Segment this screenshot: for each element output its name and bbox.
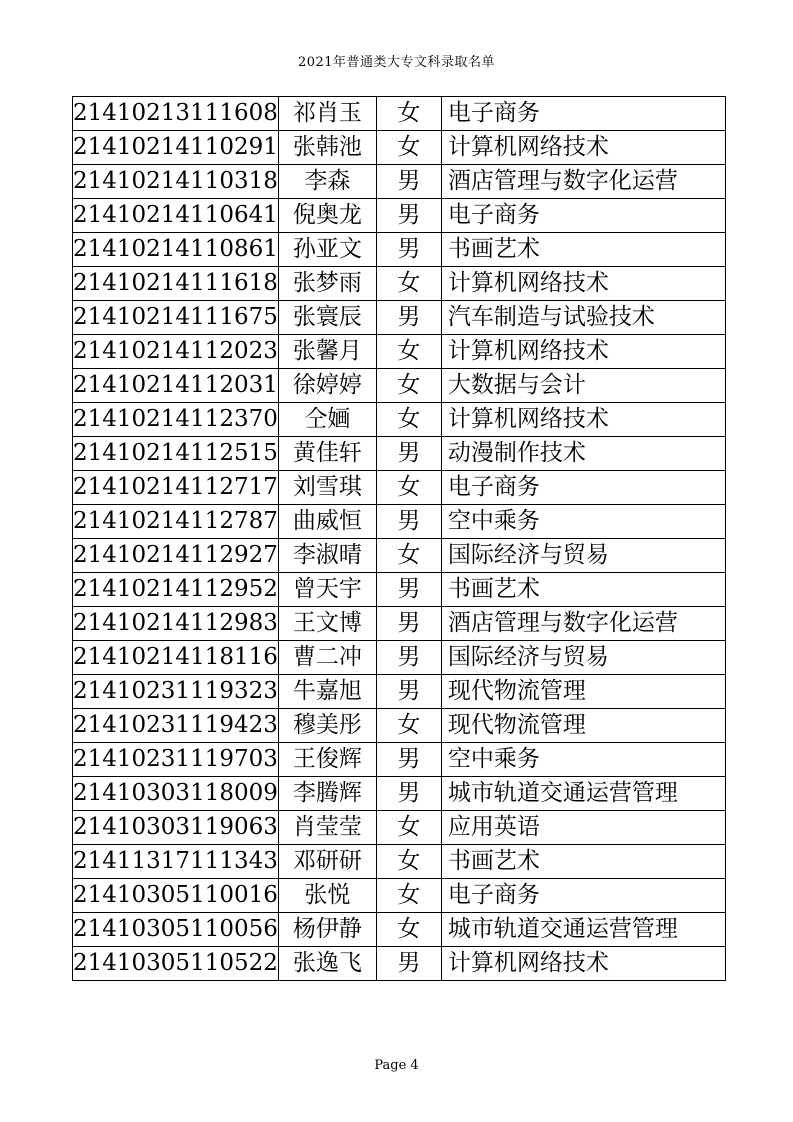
student-name-cell: 仝婳 xyxy=(278,403,376,437)
student-name-cell: 孙亚文 xyxy=(278,233,376,267)
gender-cell: 男 xyxy=(376,675,441,709)
major-cell: 空中乘务 xyxy=(441,505,725,539)
student-name-cell: 杨伊静 xyxy=(278,913,376,947)
gender-cell: 男 xyxy=(376,947,441,981)
table-row xyxy=(73,505,726,539)
major-cell: 计算机网络技术 xyxy=(441,947,725,981)
major-cell: 计算机网络技术 xyxy=(441,403,725,437)
major-cell: 大数据与会计 xyxy=(441,369,725,403)
major-cell: 书画艺术 xyxy=(441,845,725,879)
major-cell: 国际经济与贸易 xyxy=(441,539,725,573)
major-cell: 电子商务 xyxy=(441,97,725,131)
student-id-cell: 21410231119703 xyxy=(73,743,279,777)
student-id-cell: 21410214110318 xyxy=(73,165,279,199)
student-id-cell: 21410214112983 xyxy=(73,607,279,641)
major-cell: 书画艺术 xyxy=(441,573,725,607)
student-name-cell: 邓研研 xyxy=(278,845,376,879)
major-cell: 电子商务 xyxy=(441,879,725,913)
major-cell: 计算机网络技术 xyxy=(441,131,725,165)
student-id-cell: 21410303119063 xyxy=(73,811,279,845)
gender-cell: 女 xyxy=(376,97,441,131)
table-row xyxy=(73,641,726,675)
student-id-cell: 21410305110016 xyxy=(73,879,279,913)
major-cell: 计算机网络技术 xyxy=(441,335,725,369)
table-row xyxy=(73,675,726,709)
table-row xyxy=(73,573,726,607)
student-id-cell: 21410214111618 xyxy=(73,267,279,301)
student-id-cell: 21410214112515 xyxy=(73,437,279,471)
table-row xyxy=(73,947,726,981)
student-name-cell: 张馨月 xyxy=(278,335,376,369)
student-name-cell: 张寰辰 xyxy=(278,301,376,335)
gender-cell: 女 xyxy=(376,131,441,165)
student-id-cell: 21410214112717 xyxy=(73,471,279,505)
student-name-cell: 张悦 xyxy=(278,879,376,913)
gender-cell: 女 xyxy=(376,913,441,947)
gender-cell: 男 xyxy=(376,437,441,471)
student-id-cell: 21410214112031 xyxy=(73,369,279,403)
gender-cell: 男 xyxy=(376,233,441,267)
table-row xyxy=(73,97,726,131)
table-row xyxy=(73,301,726,335)
table-row xyxy=(73,233,726,267)
student-id-cell: 21410231119423 xyxy=(73,709,279,743)
major-cell: 电子商务 xyxy=(441,199,725,233)
major-cell: 动漫制作技术 xyxy=(441,437,725,471)
major-cell: 汽车制造与试验技术 xyxy=(441,301,725,335)
table-row xyxy=(73,709,726,743)
page-title: 2021年普通类大专文科录取名单 xyxy=(297,55,496,70)
student-name-cell: 李腾辉 xyxy=(278,777,376,811)
student-name-cell: 李森 xyxy=(278,165,376,199)
major-cell: 酒店管理与数字化运营 xyxy=(441,607,725,641)
gender-cell: 男 xyxy=(376,505,441,539)
gender-cell: 男 xyxy=(376,641,441,675)
student-name-cell: 徐婷婷 xyxy=(278,369,376,403)
major-cell: 计算机网络技术 xyxy=(441,267,725,301)
table-row xyxy=(73,165,726,199)
major-cell: 空中乘务 xyxy=(441,743,725,777)
major-cell: 书画艺术 xyxy=(441,233,725,267)
student-id-cell: 21410214118116 xyxy=(73,641,279,675)
major-cell: 城市轨道交通运营管理 xyxy=(441,913,725,947)
student-name-cell: 祁肖玉 xyxy=(278,97,376,131)
table-row xyxy=(73,539,726,573)
student-id-cell: 21410231119323 xyxy=(73,675,279,709)
gender-cell: 男 xyxy=(376,573,441,607)
gender-cell: 女 xyxy=(376,403,441,437)
student-name-cell: 肖莹莹 xyxy=(278,811,376,845)
student-id-cell: 21410214112787 xyxy=(73,505,279,539)
gender-cell: 女 xyxy=(376,879,441,913)
student-name-cell: 张梦雨 xyxy=(278,267,376,301)
student-id-cell: 21411317111343 xyxy=(73,845,279,879)
table-row xyxy=(73,403,726,437)
student-name-cell: 王俊辉 xyxy=(278,743,376,777)
major-cell: 酒店管理与数字化运营 xyxy=(441,165,725,199)
major-cell: 电子商务 xyxy=(441,471,725,505)
student-id-cell: 21410214112927 xyxy=(73,539,279,573)
admission-table xyxy=(72,96,726,981)
student-id-cell: 21410214111675 xyxy=(73,301,279,335)
table-row xyxy=(73,743,726,777)
table-row xyxy=(73,199,726,233)
admission-table-body xyxy=(73,97,726,981)
table-row xyxy=(73,369,726,403)
table-row xyxy=(73,879,726,913)
major-cell: 现代物流管理 xyxy=(441,709,725,743)
table-row xyxy=(73,811,726,845)
gender-cell: 男 xyxy=(376,301,441,335)
student-name-cell: 曹二冲 xyxy=(278,641,376,675)
gender-cell: 男 xyxy=(376,607,441,641)
student-id-cell: 21410213111608 xyxy=(73,97,279,131)
gender-cell: 女 xyxy=(376,539,441,573)
table-row xyxy=(73,471,726,505)
gender-cell: 女 xyxy=(376,335,441,369)
major-cell: 城市轨道交通运营管理 xyxy=(441,777,725,811)
student-name-cell: 穆美彤 xyxy=(278,709,376,743)
student-name-cell: 张韩池 xyxy=(278,131,376,165)
gender-cell: 女 xyxy=(376,369,441,403)
gender-cell: 女 xyxy=(376,267,441,301)
gender-cell: 女 xyxy=(376,709,441,743)
student-id-cell: 21410214112952 xyxy=(73,573,279,607)
student-name-cell: 刘雪琪 xyxy=(278,471,376,505)
table-row xyxy=(73,335,726,369)
gender-cell: 男 xyxy=(376,743,441,777)
major-cell: 国际经济与贸易 xyxy=(441,641,725,675)
student-id-cell: 21410214112023 xyxy=(73,335,279,369)
student-name-cell: 曾天宇 xyxy=(278,573,376,607)
table-row xyxy=(73,845,726,879)
student-name-cell: 牛嘉旭 xyxy=(278,675,376,709)
student-name-cell: 张逸飞 xyxy=(278,947,376,981)
student-id-cell: 21410214110861 xyxy=(73,233,279,267)
table-row xyxy=(73,607,726,641)
gender-cell: 女 xyxy=(376,811,441,845)
gender-cell: 女 xyxy=(376,845,441,879)
student-name-cell: 黄佳轩 xyxy=(278,437,376,471)
gender-cell: 男 xyxy=(376,777,441,811)
student-id-cell: 21410214110291 xyxy=(73,131,279,165)
student-id-cell: 21410214110641 xyxy=(73,199,279,233)
student-id-cell: 21410214112370 xyxy=(73,403,279,437)
page-number: Page 4 xyxy=(374,1058,419,1073)
student-id-cell: 21410303118009 xyxy=(73,777,279,811)
student-id-cell: 21410305110056 xyxy=(73,913,279,947)
table-row xyxy=(73,437,726,471)
table-row xyxy=(73,267,726,301)
student-id-cell: 21410305110522 xyxy=(73,947,279,981)
student-name-cell: 王文博 xyxy=(278,607,376,641)
gender-cell: 女 xyxy=(376,471,441,505)
gender-cell: 男 xyxy=(376,165,441,199)
student-name-cell: 曲威恒 xyxy=(278,505,376,539)
student-name-cell: 倪奥龙 xyxy=(278,199,376,233)
major-cell: 应用英语 xyxy=(441,811,725,845)
table-row xyxy=(73,913,726,947)
major-cell: 现代物流管理 xyxy=(441,675,725,709)
student-name-cell: 李淑晴 xyxy=(278,539,376,573)
table-row xyxy=(73,777,726,811)
table-row xyxy=(73,131,726,165)
gender-cell: 男 xyxy=(376,199,441,233)
